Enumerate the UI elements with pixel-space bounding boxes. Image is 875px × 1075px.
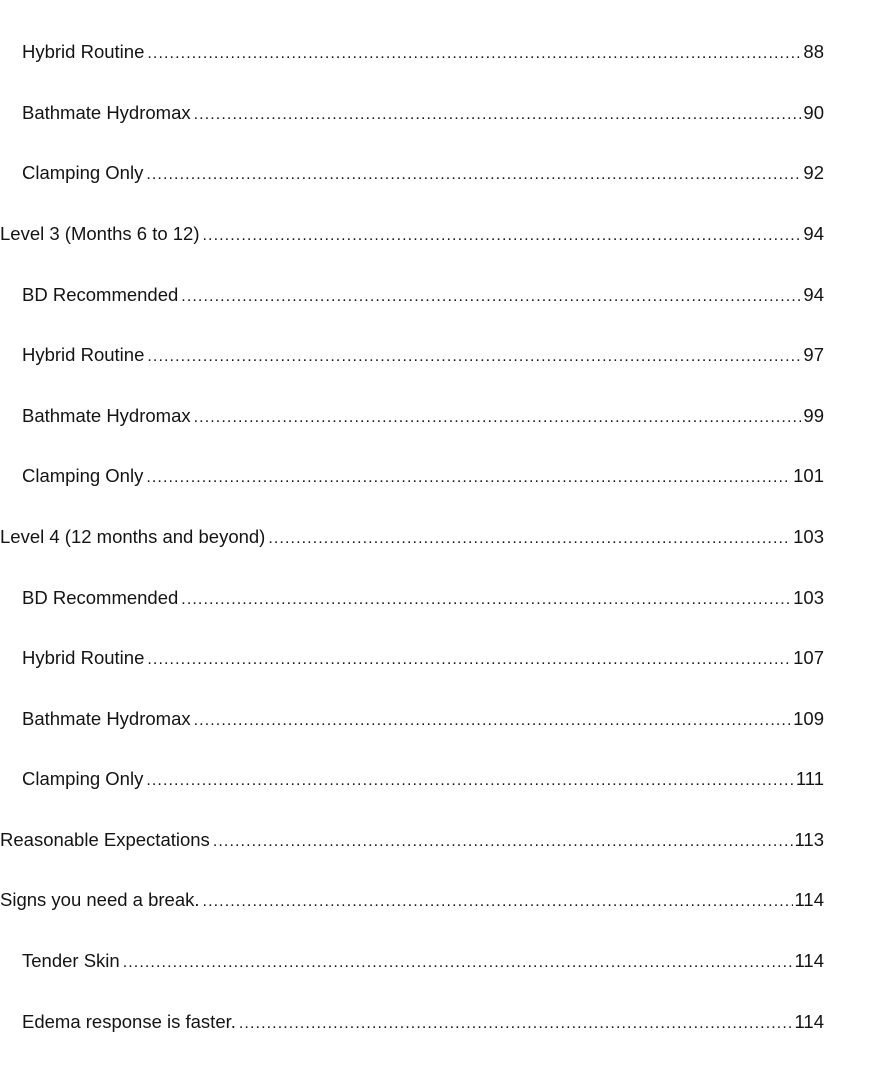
dot-leader — [147, 42, 801, 66]
toc-entry-bathmate-hydromax[interactable] — [22, 101, 824, 125]
toc-entry-clamping-only[interactable] — [22, 161, 824, 185]
dot-leader — [194, 709, 792, 733]
toc-entry-hybrid-routine[interactable] — [22, 343, 824, 367]
toc-entry-title: Bathmate Hydromax — [22, 102, 191, 123]
toc-entry-title: Bathmate Hydromax — [22, 405, 191, 426]
dot-leader — [239, 1012, 793, 1036]
toc-entry-page: 107 — [793, 647, 824, 668]
toc-entry-title: BD Recommended — [22, 284, 179, 305]
toc-entry-title: Hybrid Routine — [22, 344, 145, 365]
toc-entry-page: 113 — [794, 829, 824, 850]
toc-entry-bd-recommended[interactable] — [22, 586, 824, 610]
toc-entry-title: Clamping Only — [22, 465, 144, 486]
toc-entry-title: Level 3 (Months 6 to 12) — [0, 223, 200, 244]
toc-entry-bathmate-hydromax[interactable] — [22, 404, 824, 428]
toc-entry-hybrid-routine[interactable] — [22, 40, 824, 64]
dot-leader — [146, 163, 801, 187]
toc-entry-clamping-only[interactable] — [22, 464, 824, 488]
dot-leader — [203, 224, 802, 248]
toc-entry-page: 111 — [795, 768, 824, 789]
toc-entry-bd-recommended[interactable] — [22, 283, 824, 307]
toc-entry-title: Tender Skin — [22, 950, 120, 971]
toc-entry-tender-skin[interactable] — [22, 949, 824, 973]
toc-entry-page: 97 — [803, 344, 824, 365]
dot-leader — [146, 466, 791, 490]
toc-entry-page: 94 — [803, 223, 824, 244]
toc-entry-page: 103 — [793, 587, 824, 608]
toc-entry-page: 90 — [803, 102, 824, 123]
dot-leader — [147, 648, 791, 672]
toc-entry-title: Signs you need a break. — [0, 889, 200, 910]
toc-entry-clamping-only[interactable] — [22, 767, 824, 791]
toc-entry-title: BD Recommended — [22, 587, 179, 608]
toc-entry-page: 88 — [803, 41, 824, 62]
toc-entry-level-4[interactable] — [0, 525, 824, 549]
toc-entry-page: 114 — [794, 1011, 824, 1032]
toc-entry-title: Bathmate Hydromax — [22, 708, 191, 729]
toc-entry-title: Hybrid Routine — [22, 647, 145, 668]
toc-entry-edema-response[interactable] — [22, 1010, 824, 1034]
dot-leader — [213, 830, 793, 854]
toc-entry-bathmate-hydromax[interactable] — [22, 707, 824, 731]
toc-entry-title: Hybrid Routine — [22, 41, 145, 62]
toc-entry-page: 109 — [793, 708, 824, 729]
dot-leader — [146, 769, 794, 793]
dot-leader — [203, 890, 793, 914]
toc-entry-title: Edema response is faster. — [22, 1011, 236, 1032]
dot-leader — [268, 527, 791, 551]
toc-entry-page: 101 — [793, 465, 824, 486]
toc-entry-page: 114 — [794, 950, 824, 971]
toc-entry-title: Clamping Only — [22, 162, 144, 183]
toc-entry-reasonable-expectations[interactable] — [0, 828, 824, 852]
dot-leader — [181, 588, 791, 612]
dot-leader — [194, 103, 802, 127]
toc-entry-page: 94 — [803, 284, 824, 305]
toc-entry-page: 114 — [794, 889, 824, 910]
toc-entry-title: Level 4 (12 months and beyond) — [0, 526, 266, 547]
toc-entry-title: Clamping Only — [22, 768, 144, 789]
dot-leader — [194, 406, 802, 430]
toc-entry-hybrid-routine[interactable] — [22, 646, 824, 670]
toc-entry-page: 92 — [803, 162, 824, 183]
dot-leader — [181, 285, 801, 309]
dot-leader — [147, 345, 801, 369]
toc-entry-page: 103 — [793, 526, 824, 547]
toc-entry-signs-you-need-a-break[interactable] — [0, 888, 824, 912]
dot-leader — [123, 951, 793, 975]
toc-entry-title: Reasonable Expectations — [0, 829, 210, 850]
toc-entry-level-3[interactable] — [0, 222, 824, 246]
toc-entry-page: 99 — [803, 405, 824, 426]
